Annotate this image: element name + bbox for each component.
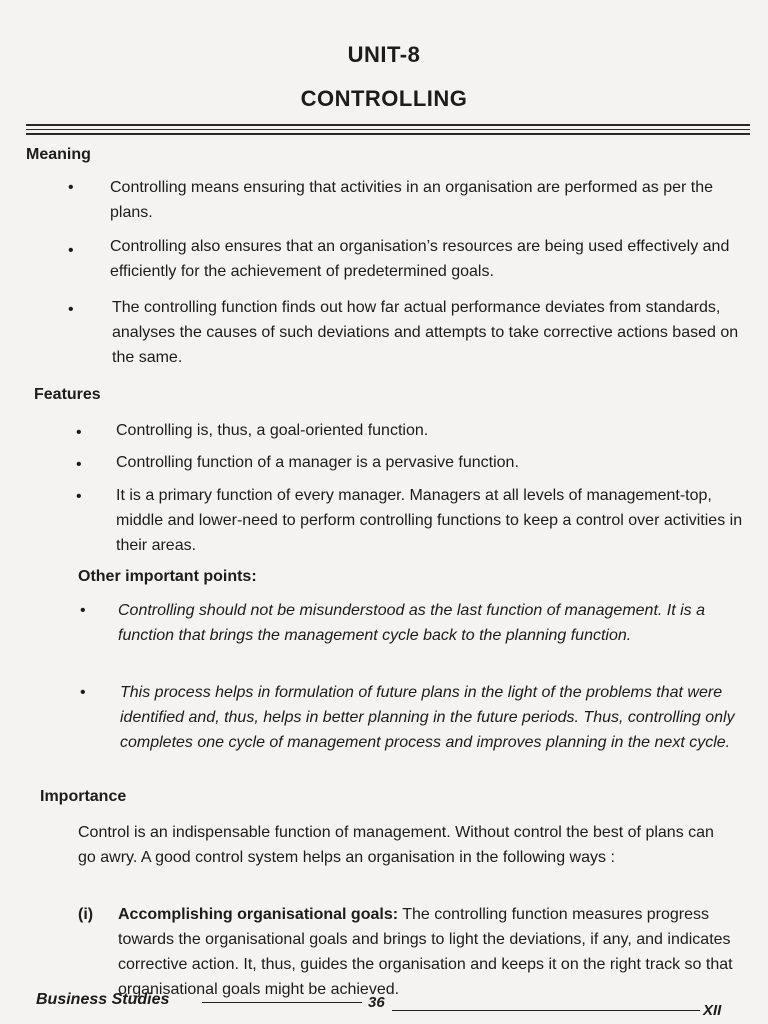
other-points-heading: Other important points: [78,568,257,585]
bullet-icon: • [80,684,86,701]
meaning-item: Controlling means ensuring that activities in an organisation are performed as per the plans. [110,179,713,221]
bullet-icon: • [76,456,82,473]
features-heading: Features [34,386,101,403]
meaning-item: The controlling function finds out how far actual performance deviates from standards, analyses the causes of such deviations and attempts to take corrective actions based on the same. [112,299,739,366]
features-item: Controlling is, thus, a goal-oriented function. [116,422,429,439]
bullet-icon: • [76,424,82,441]
chapter-title: CONTROLLING [300,86,468,111]
features-item: Controlling function of a manager is a pervasive function. [116,454,519,471]
importance-point [118,902,736,1002]
features-item: It is a primary function of every manager. Managers at all levels of management-top, middle and lower-need to perform controlling functions to keep a control over activities in their areas. [116,487,743,554]
header-rule-top [26,124,750,126]
unit-title: UNIT-8 [347,42,421,67]
bullet-icon: • [76,488,82,505]
importance-heading: Importance [40,788,127,805]
footer-line-left [202,1002,362,1003]
point-title: Accomplishing organisational goals: [118,906,399,923]
meaning-item: Controlling also ensures that an organisation’s resources are being used effectively and efficiently for the achievement of predetermined goals. [110,238,730,280]
footer-line-right [392,1010,700,1011]
footer-subject: Business Studies [36,991,170,1008]
bullet-icon: • [68,179,74,196]
other-points-item: Controlling should not be misunderstood as the last function of management. It is a function that brings the management cycle back to the planning function. [118,602,706,644]
header-rule-middle [26,129,750,130]
importance-intro: Control is an indispensable function of management. Without control the best of plans can go awry. A good control system helps an organisation in the following ways : [78,824,714,866]
point-text: The controlling function measures progress towards the organisational goals and brings to light the deviations, if any, and indicates corrective action. It, thus, guides the organisation and keeps it on the right track so that organisational goals might be achieved. [118,906,733,998]
page-number: 36 [368,994,385,1011]
bullet-icon: • [68,301,74,318]
bullet-icon: • [68,242,74,259]
other-points-item: This process helps in formulation of future plans in the light of the problems that were identified and, thus, helps in better planning in the future periods. Thus, controlling only completes one cycle of management process and improves planning in the next cycle. [120,684,735,751]
header-rule-bottom [26,133,750,135]
meaning-heading: Meaning [26,146,91,163]
point-number: (i) [78,906,94,923]
bullet-icon: • [80,602,86,619]
footer-class: XII [703,1002,722,1019]
